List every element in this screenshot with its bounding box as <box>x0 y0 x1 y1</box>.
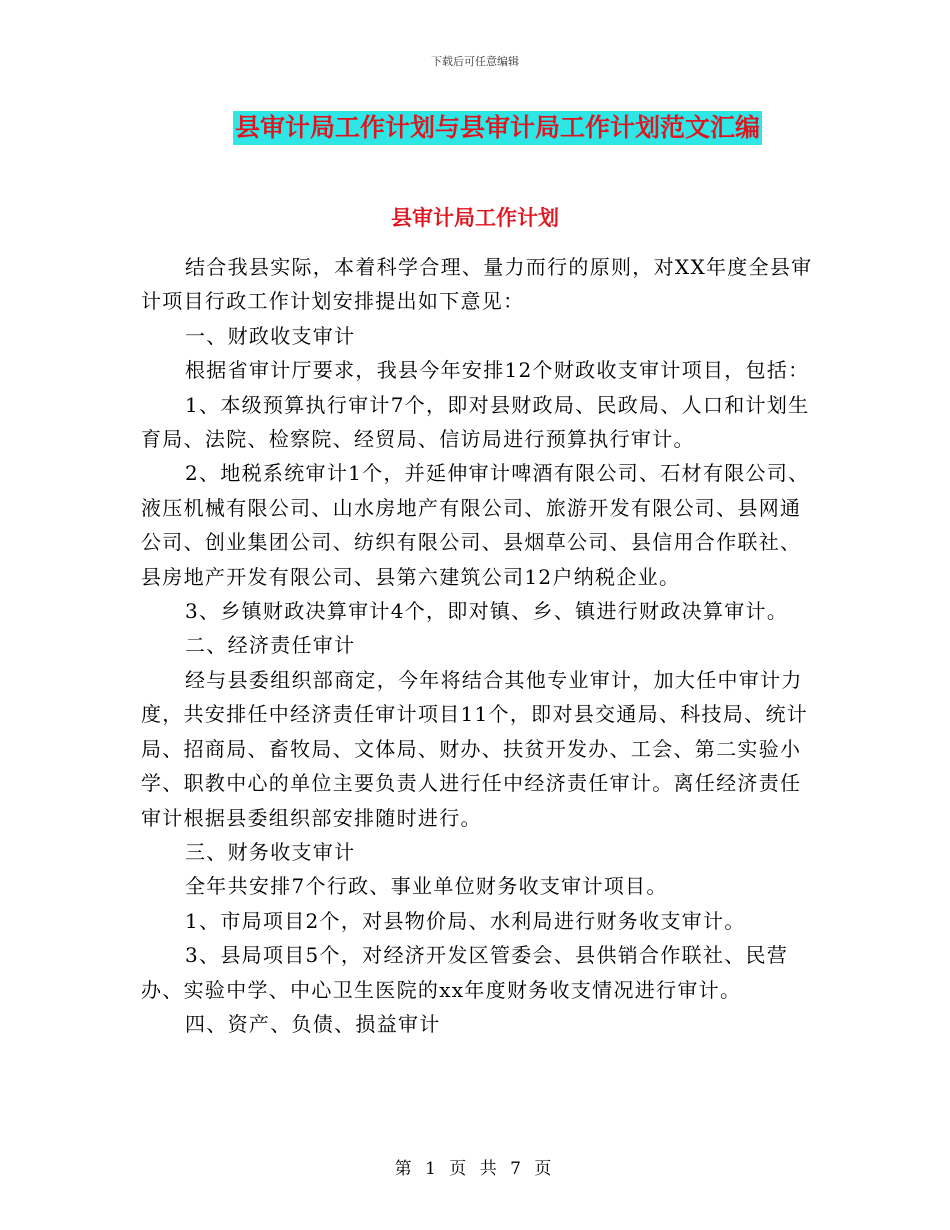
paragraph: 3、乡镇财政决算审计4个，即对镇、乡、镇进行财政决算审计。 <box>185 599 789 624</box>
paragraph: 3、县局项目5个，对经济开发区管委会、县供销合作联社、民营办、实验中学、中心卫生医院的xx年度财务收支情况进行审计。 <box>141 943 789 1002</box>
paragraph: 根据省审计厅要求，我县今年安排12个财政收支审计项目，包括： <box>185 358 810 383</box>
paragraph: 2、地税系统审计1个，并延伸审计啤酒有限公司、石材有限公司、液压机械有限公司、山水房地产有限公司、旅游开发有限公司、县网通公司、创业集团公司、纺织有限公司、县烟草公司、县信用合作联社、县房地产开发有限公司、县第六建筑公司12户纳税企业。 <box>141 461 810 589</box>
paragraph: 三、财务收支审计 <box>185 839 356 864</box>
document-body <box>141 250 821 1041</box>
section-title: 县审计局工作计划 <box>391 206 559 230</box>
paragraph: 1、市局项目2个，对县物价局、水利局进行财务收支审计。 <box>185 908 746 933</box>
paragraph: 结合我县实际，本着科学合理、量力而行的原则，对XX年度全县审计项目行政工作计划安排提出如下意见： <box>141 255 813 314</box>
paragraph: 二、经济责任审计 <box>185 633 356 658</box>
main-title-container <box>0 111 950 145</box>
header-note: 下载后可任意编辑 <box>431 55 519 68</box>
page-footer: 第 1 页 共 7 页 <box>394 1159 556 1179</box>
paragraph: 全年共安排7个行政、事业单位财务收支审计项目。 <box>185 874 668 899</box>
main-title: 县审计局工作计划与县审计局工作计划范文汇编 <box>233 111 762 145</box>
paragraph: 经与县委组织部商定，今年将结合其他专业审计，加大任中审计力度，共安排任中经济责任审计项目11个，即对县交通局、科技局、统计局、招商局、畜牧局、文体局、财办、扶贫开发办、工会、第二实验小学、职教中心的单位主要负责人进行任中经济责任审计。离任经济责任审计根据县委组织部安排随时进行。 <box>141 667 809 830</box>
paragraph: 一、财政收支审计 <box>185 323 356 348</box>
paragraph: 四、资产、负债、损益审计 <box>185 1011 441 1036</box>
paragraph: 1、本级预算执行审计7个，即对县财政局、民政局、人口和计划生育局、法院、检察院、经贸局、信访局进行预算执行审计。 <box>141 392 810 452</box>
